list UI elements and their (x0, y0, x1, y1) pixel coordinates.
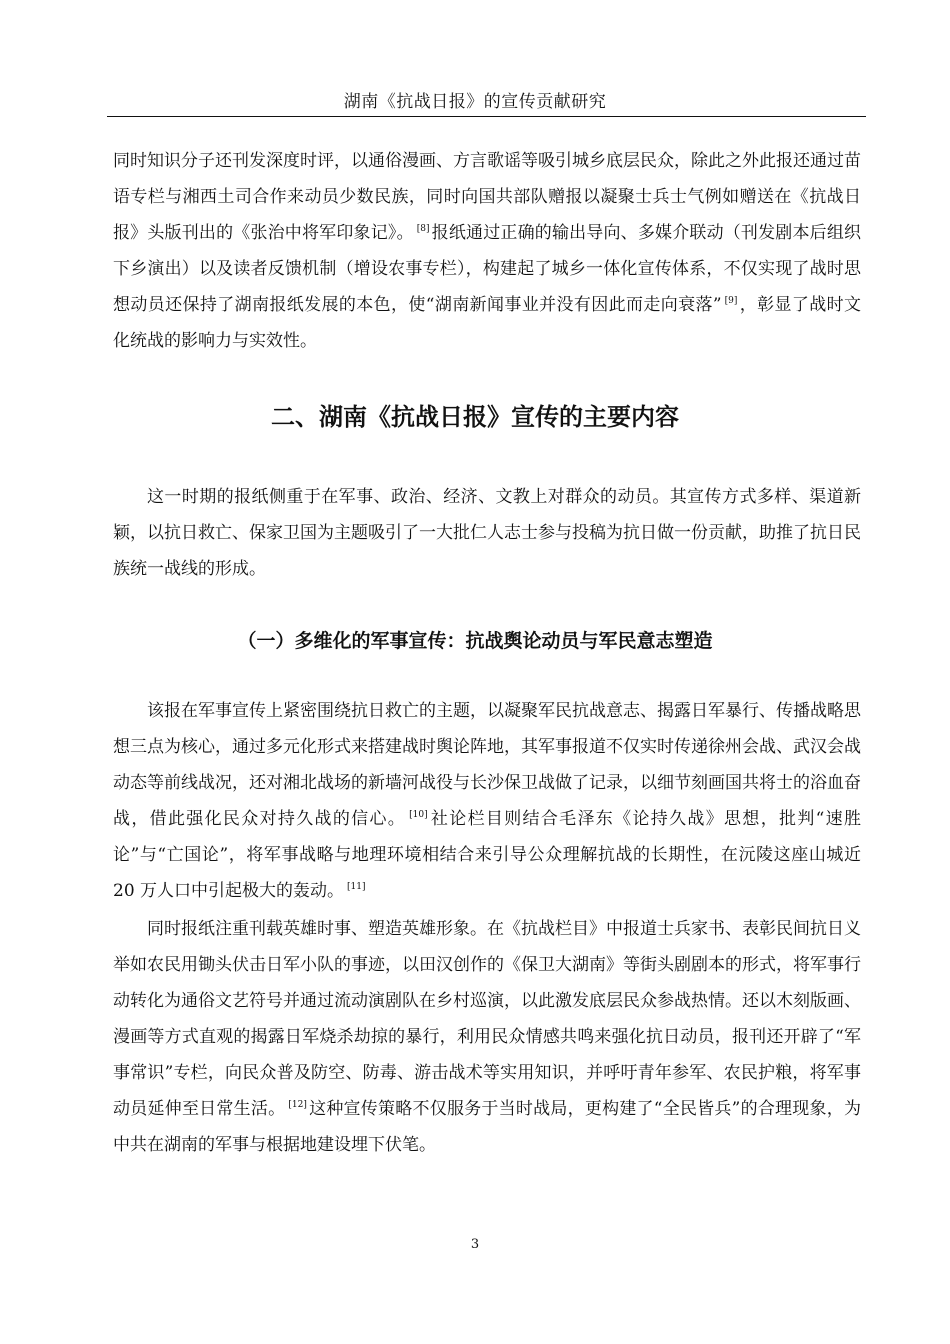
citation-ref: [12] (288, 1100, 307, 1110)
running-header-title: 湖南《抗战日报》的宣传贡献研究 (343, 92, 607, 112)
citation-ref: [11] (347, 882, 366, 892)
header-divider (107, 116, 866, 117)
citation-ref: [8] (416, 224, 430, 234)
paragraph-text: 报纸通过正确的输出导向、多媒介联动（刊发剧本后组织下乡演出）以及读者反馈机制（增设农事专栏），构建起了城乡一体化宣传体系，不仅实现了战时思想动员还保持了湖南报纸发展的本色，使“湖南新闻事业并没有因此而走向衰落” (113, 223, 862, 315)
paragraph-text: 同时知识分子还刊发深度时评，以通俗漫画、方言歌谣等吸引城乡底层民众，除此之外此报还通过苗语专栏与湘西土司合作来动员少数民族，同时向国共部队赠报以凝聚士兵士气例如赠送在《抗战日报》头版刊出的《张治中将军印象记》。 (113, 151, 861, 243)
military-propaganda-paragraph (113, 693, 861, 909)
section-intro-paragraph: 这一时期的报纸侧重于在军事、政治、经济、文教上对群众的动员。其宣传方式多样、渠道新颖，以抗日救亡、保家卫国为主题吸引了一大批仁人志士参与投稿为抗日做一份贡献，助推了抗日民族统一战线的形成。 (113, 487, 861, 579)
paragraph-text: ，彰显了战时文化统战的影响力与实效性。 (113, 295, 862, 351)
citation-ref: [10] (409, 810, 428, 820)
citation-ref: [9] (724, 296, 738, 306)
paragraph-text: 这种宣传策略不仅服务于当时战局，更构建了“全民皆兵”的合理现象，为中共在湖南的军事与根据地建设埋下伏笔。 (113, 1099, 861, 1155)
subsection-heading: （一）多维化的军事宣传：抗战舆论动员与军民意志塑造 (237, 630, 713, 652)
paragraph-text: 同时报纸注重刊载英雄时事、塑造英雄形象。在《抗战栏目》中报道士兵家书、表彰民间抗日义举如农民用锄头伏击日军小队的事迹，以田汉创作的《保卫大湖南》等街头剧剧本的形式，将军事行动转化为通俗文艺符号并通过流动演剧队在乡村巡演，以此激发底层民众参战热情。还以木刻版画、漫画等方式直观的揭露日军烧杀劫掠的暴行，利用民众情感共鸣来强化抗日动员，报刊还开辟了“军事常识”专栏，向民众普及防空、防毒、游击战术等实用知识，并呼吁青年参军、农民护粮，将军事动员延伸至日常生活。 (113, 919, 861, 1119)
paragraph-text: 该报在军事宣传上紧密围绕抗日救亡的主题，以凝聚军民抗战意志、揭露日军暴行、传播战略思想三点为核心，通过多元化形式来搭建战时舆论阵地，其军事报道不仅实时传递徐州会战、武汉会战动态等前线战况，还对湘北战场的新墙河战役与长沙保卫战做了记录，以细节刻画国共将士的浴血奋战，借此强化民众对持久战的信心。 (113, 701, 861, 829)
paragraph-text: 社论栏目则结合毛泽东《论持久战》思想，批判“速胜论”与“亡国论”，将军事战略与地理环境相结合来引导公众理解抗战的长期性，在沅陵这座山城近 20 万人口中引起极大的轰动。 (113, 809, 861, 901)
paragraph-continuation (113, 143, 861, 359)
hero-propaganda-paragraph (113, 911, 861, 1163)
section-heading: 二、湖南《抗战日报》宣传的主要内容 (271, 403, 679, 431)
page-number: 3 (470, 1237, 480, 1252)
